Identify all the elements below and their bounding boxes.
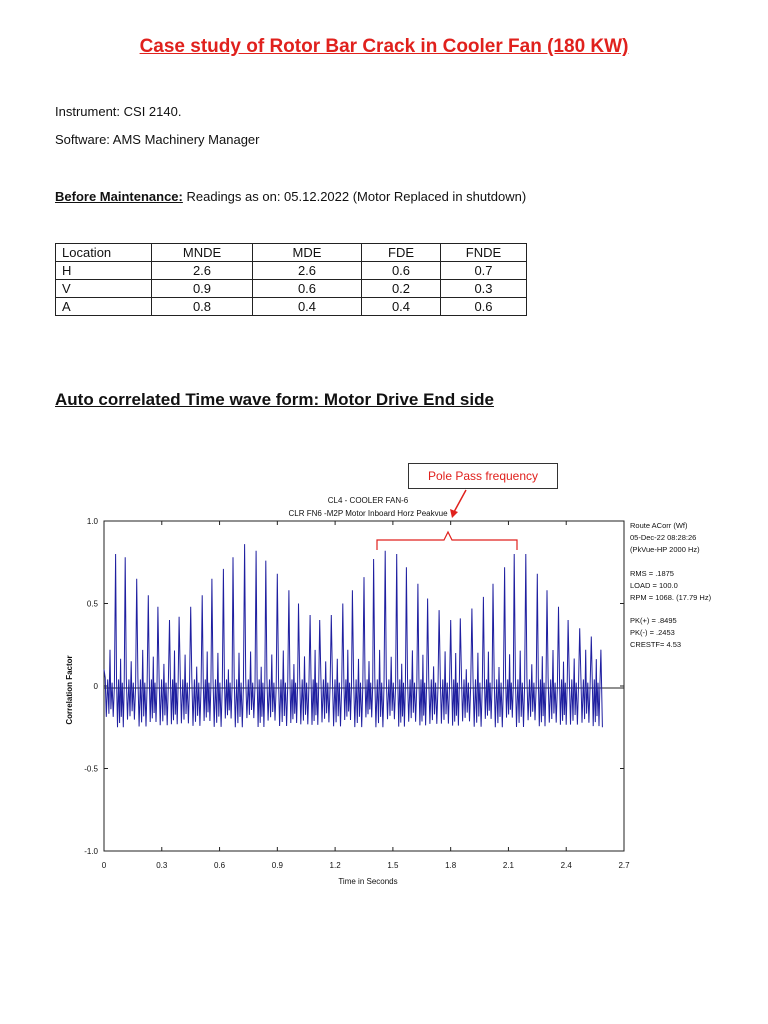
x-tick-label: 0.9 — [271, 861, 283, 870]
document-title: Case study of Rotor Bar Crack in Cooler Fan (180 KW) — [139, 36, 629, 57]
table-header: MNDE — [152, 244, 253, 262]
chart-annotation: CRESTF= 4.53 — [630, 640, 682, 649]
table-cell: A — [56, 298, 152, 316]
chart-annotation: Route ACorr (Wf) — [630, 521, 688, 530]
x-tick-label: 1.5 — [387, 861, 399, 870]
table-cell: 2.6 — [152, 262, 253, 280]
y-axis-label: Correlation Factor — [65, 655, 74, 725]
table-cell: 0.2 — [362, 280, 441, 298]
chart-annotation: RPM = 1068. (17.79 Hz) — [630, 593, 712, 602]
table-cell: 0.3 — [441, 280, 527, 298]
table-cell: 0.6 — [362, 262, 441, 280]
x-tick-label: 1.2 — [329, 861, 341, 870]
x-axis-label: Time in Seconds — [338, 877, 398, 886]
chart-annotation: LOAD = 100.0 — [630, 581, 678, 590]
chart-annotations — [630, 521, 712, 649]
y-tick-label: 1.0 — [86, 517, 98, 526]
chart-annotation: RMS = .1875 — [630, 569, 674, 578]
before-maintenance-text: Readings as on: 05.12.2022 (Motor Replaced in shutdown) — [182, 189, 527, 204]
x-tick-label: 2.1 — [502, 861, 515, 870]
y-tick-label: -1.0 — [84, 847, 98, 856]
chart-title: CL4 - COOLER FAN-6 — [327, 496, 409, 505]
table-cell: 2.6 — [253, 262, 362, 280]
y-tick-label: -0.5 — [84, 764, 98, 774]
waveform-series-line — [104, 544, 602, 727]
section-title: Auto correlated Time wave form: Motor Drive End side — [55, 390, 494, 409]
pole-pass-callout: Pole Pass frequency — [408, 463, 558, 489]
callout-arrow-head — [450, 509, 458, 518]
table-cell: 0.9 — [152, 280, 253, 298]
table-cell: 0.6 — [441, 298, 527, 316]
table-header: MDE — [253, 244, 362, 262]
chart-annotation: PK(+) = .8495 — [630, 616, 677, 625]
x-tick-label: 2.4 — [560, 861, 572, 870]
x-tick-label: 0.6 — [213, 861, 226, 870]
before-maintenance-label: Before Maintenance: — [55, 189, 183, 204]
chart-subtitle: CLR FN6 -M2P Motor Inboard Horz Peakvue — [288, 509, 448, 518]
table-cell: H — [56, 262, 152, 280]
table-cell: 0.4 — [253, 298, 362, 316]
table-cell: 0.6 — [253, 280, 362, 298]
callout-arrow-line — [454, 490, 466, 512]
table-cell: 0.7 — [441, 262, 527, 280]
x-tick-label: 2.7 — [618, 861, 630, 870]
chart-annotation: 05-Dec-22 08:28:26 — [630, 533, 697, 542]
chart-annotation: PK(-) = .2453 — [630, 628, 675, 637]
table-cell: 0.8 — [152, 298, 253, 316]
table-cell: V — [56, 280, 152, 298]
chart-annotation: (PkVue-HP 2000 Hz) — [630, 545, 700, 554]
x-tick-label: 1.8 — [445, 861, 457, 870]
table-header: Location — [56, 244, 152, 262]
pole-pass-bracket — [377, 532, 517, 550]
instrument-line: Instrument: CSI 2140. — [55, 104, 182, 119]
table-header: FDE — [362, 244, 441, 262]
y-tick-label: 0.5 — [86, 599, 98, 609]
x-tick-label: 0 — [101, 861, 107, 870]
table-header: FNDE — [441, 244, 527, 262]
software-line: Software: AMS Machinery Manager — [55, 132, 260, 147]
table-cell: 0.4 — [362, 298, 441, 316]
y-tick-label: 0 — [93, 682, 98, 691]
x-tick-label: 0.3 — [156, 861, 168, 870]
